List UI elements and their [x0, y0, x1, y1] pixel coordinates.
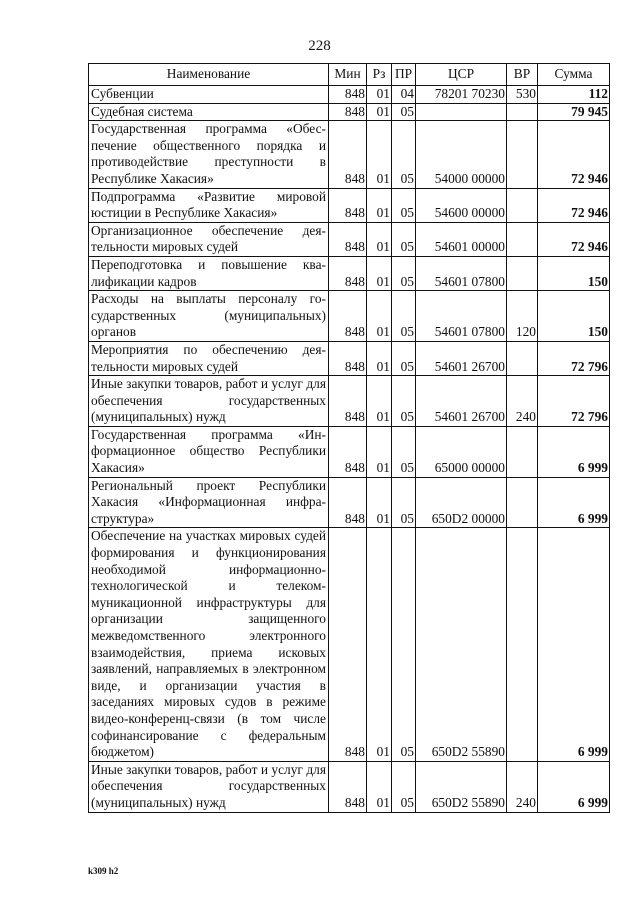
- table-row: [89, 222, 610, 256]
- cell-sum: 150: [538, 256, 610, 290]
- cell-pr: 04: [392, 86, 416, 104]
- cell-pr: 05: [392, 341, 416, 375]
- table-row: [89, 121, 610, 188]
- cell-vr: [507, 426, 538, 477]
- cell-vr: [507, 256, 538, 290]
- cell-csr: 650D2 00000: [416, 477, 507, 528]
- cell-name: Региональный проект Республики Хакасия «Информационная инфраструктура»: [89, 477, 329, 528]
- cell-min: 848: [329, 477, 367, 528]
- cell-name: Обеспечение на участках мировых судей формирования и функционирования необходимой информационно-технологической и телекоммуникационной инфраструктуры для организации защищенного межведомственного электронного взаимодействия, приема исковых заявлений, направляемых в электронном виде, и организации участия в заседаниях мировых судов в режиме видео-конференц-связи (в том числе софинансирование с федеральным бюджетом): [89, 528, 329, 761]
- cell-vr: 240: [507, 376, 538, 427]
- table-row: [89, 86, 610, 104]
- cell-sum: 6 999: [538, 761, 610, 812]
- cell-csr: 54000 00000: [416, 121, 507, 188]
- header-pr: ПР: [392, 64, 416, 86]
- table-row: [89, 188, 610, 222]
- cell-min: 848: [329, 188, 367, 222]
- cell-pr: 05: [392, 103, 416, 121]
- cell-rz: 01: [367, 291, 392, 342]
- cell-min: 848: [329, 761, 367, 812]
- header-rz: Рз: [367, 64, 392, 86]
- cell-rz: 01: [367, 188, 392, 222]
- cell-vr: 120: [507, 291, 538, 342]
- header-vr: ВР: [507, 64, 538, 86]
- table-row: [89, 341, 610, 375]
- cell-min: 848: [329, 341, 367, 375]
- cell-csr: 54601 07800: [416, 256, 507, 290]
- cell-rz: 01: [367, 86, 392, 104]
- cell-rz: 01: [367, 376, 392, 427]
- cell-name: Подпрограмма «Развитие мировой юстиции в Республике Хакасия»: [89, 188, 329, 222]
- cell-min: 848: [329, 528, 367, 761]
- cell-pr: 05: [392, 256, 416, 290]
- cell-csr: 54601 26700: [416, 376, 507, 427]
- cell-pr: 05: [392, 222, 416, 256]
- cell-min: 848: [329, 86, 367, 104]
- table-row: [89, 528, 610, 761]
- header-csr: ЦСР: [416, 64, 507, 86]
- cell-pr: 05: [392, 376, 416, 427]
- cell-sum: 6 999: [538, 477, 610, 528]
- table-row: [89, 103, 610, 121]
- cell-name: Субвенции: [89, 86, 329, 104]
- cell-pr: 05: [392, 761, 416, 812]
- cell-csr: 54601 26700: [416, 341, 507, 375]
- cell-vr: [507, 341, 538, 375]
- cell-min: 848: [329, 121, 367, 188]
- cell-vr: [507, 121, 538, 188]
- footer-code: k309 h2: [88, 866, 119, 876]
- cell-vr: 530: [507, 86, 538, 104]
- cell-sum: 79 945: [538, 103, 610, 121]
- header-min: Мин: [329, 64, 367, 86]
- cell-sum: 150: [538, 291, 610, 342]
- cell-csr: 65000 00000: [416, 426, 507, 477]
- cell-min: 848: [329, 426, 367, 477]
- cell-csr: 54601 00000: [416, 222, 507, 256]
- cell-pr: 05: [392, 528, 416, 761]
- cell-min: 848: [329, 103, 367, 121]
- header-sum: Сумма: [538, 64, 610, 86]
- cell-name: Переподготовка и повышение квалификации кадров: [89, 256, 329, 290]
- cell-rz: 01: [367, 528, 392, 761]
- cell-sum: 72 796: [538, 376, 610, 427]
- cell-sum: 72 796: [538, 341, 610, 375]
- table-row: [89, 426, 610, 477]
- cell-pr: 05: [392, 188, 416, 222]
- table-row: [89, 477, 610, 528]
- cell-min: 848: [329, 376, 367, 427]
- cell-sum: 72 946: [538, 121, 610, 188]
- cell-pr: 05: [392, 477, 416, 528]
- cell-csr: 650D2 55890: [416, 528, 507, 761]
- header-name: Наименование: [89, 64, 329, 86]
- cell-name: Расходы на выплаты персоналу государственных (муниципальных) органов: [89, 291, 329, 342]
- cell-min: 848: [329, 291, 367, 342]
- cell-sum: 72 946: [538, 222, 610, 256]
- table-row: [89, 376, 610, 427]
- cell-vr: [507, 528, 538, 761]
- cell-csr: 78201 70230: [416, 86, 507, 104]
- cell-min: 848: [329, 256, 367, 290]
- cell-vr: 240: [507, 761, 538, 812]
- cell-vr: [507, 188, 538, 222]
- cell-csr: 650D2 55890: [416, 761, 507, 812]
- cell-name: Судебная система: [89, 103, 329, 121]
- table-header-row: [89, 64, 610, 86]
- cell-csr: [416, 103, 507, 121]
- cell-vr: [507, 477, 538, 528]
- cell-rz: 01: [367, 222, 392, 256]
- cell-vr: [507, 103, 538, 121]
- cell-rz: 01: [367, 477, 392, 528]
- cell-rz: 01: [367, 341, 392, 375]
- cell-csr: 54600 00000: [416, 188, 507, 222]
- cell-pr: 05: [392, 291, 416, 342]
- cell-pr: 05: [392, 121, 416, 188]
- cell-sum: 112: [538, 86, 610, 104]
- cell-rz: 01: [367, 256, 392, 290]
- cell-rz: 01: [367, 121, 392, 188]
- cell-pr: 05: [392, 426, 416, 477]
- cell-name: Государственная программа «Информационное общество Республики Хакасия»: [89, 426, 329, 477]
- cell-sum: 6 999: [538, 426, 610, 477]
- cell-name: Иные закупки товаров, работ и услуг для обеспечения государственных (муниципальных) нужд: [89, 761, 329, 812]
- cell-name: Государственная программа «Обеспечение общественного порядка и противодействие преступности в Республике Хакасия»: [89, 121, 329, 188]
- table-row: [89, 256, 610, 290]
- cell-rz: 01: [367, 426, 392, 477]
- cell-sum: 6 999: [538, 528, 610, 761]
- cell-sum: 72 946: [538, 188, 610, 222]
- cell-rz: 01: [367, 103, 392, 121]
- table-row: [89, 291, 610, 342]
- cell-name: Мероприятия по обеспечению деятельности мировых судей: [89, 341, 329, 375]
- cell-name: Иные закупки товаров, работ и услуг для обеспечения государственных (муниципальных) нужд: [89, 376, 329, 427]
- table-row: [89, 761, 610, 812]
- cell-name: Организационное обеспечение деятельности мировых судей: [89, 222, 329, 256]
- cell-csr: 54601 07800: [416, 291, 507, 342]
- cell-rz: 01: [367, 761, 392, 812]
- page-number: 228: [308, 38, 331, 54]
- budget-table: [88, 63, 610, 813]
- cell-min: 848: [329, 222, 367, 256]
- cell-vr: [507, 222, 538, 256]
